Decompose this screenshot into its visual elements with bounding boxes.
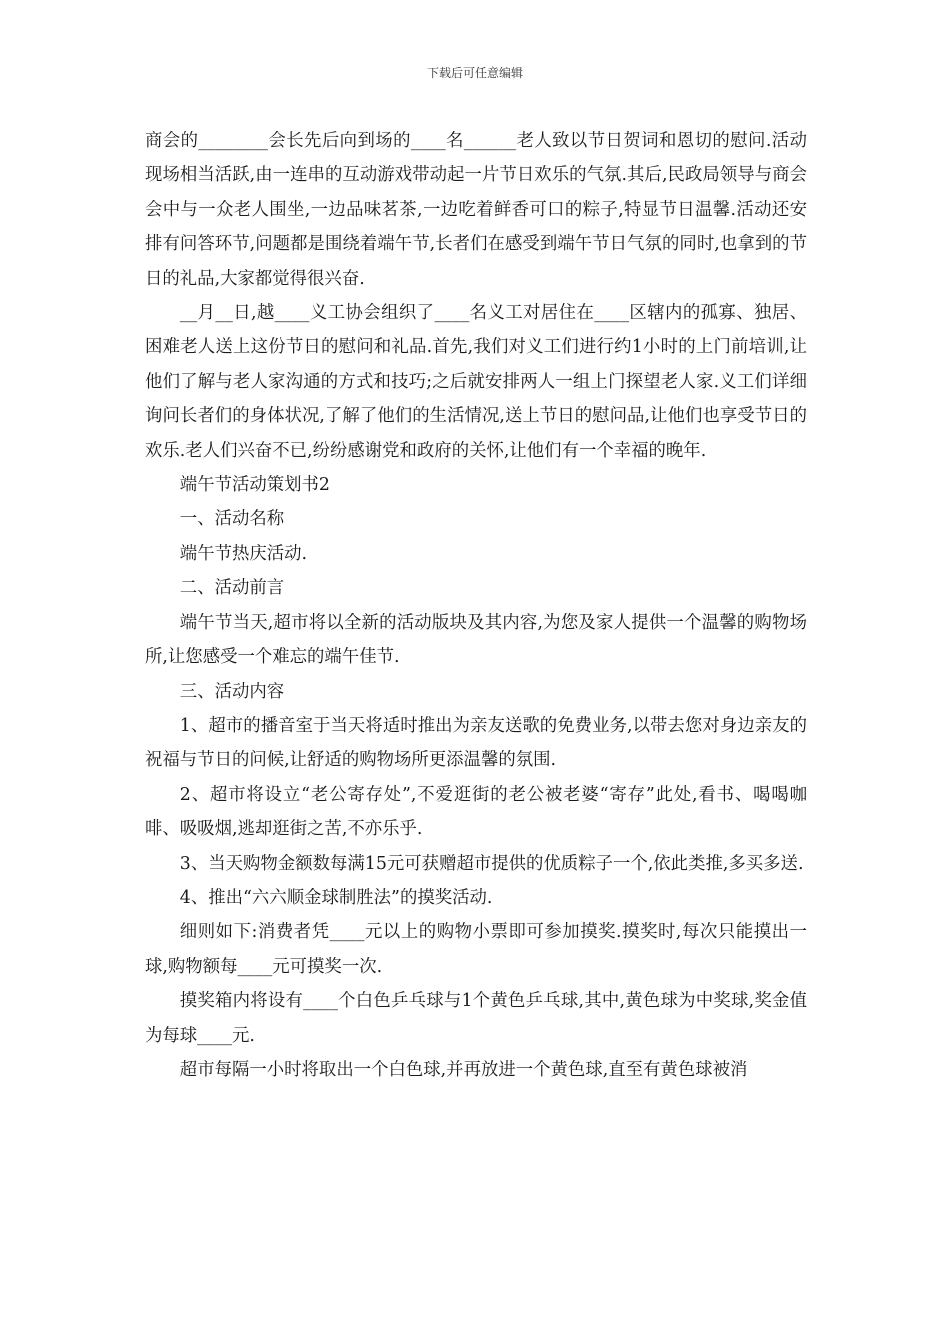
heading: 一、活动名称: [179, 509, 285, 530]
section-title: 端午节活动策划书2: [179, 475, 330, 496]
list-item: 3、当天购物金额数每满15元可获赠超市提供的优质粽子一个,依此类推,多买多送.: [179, 853, 804, 874]
paragraph: 超市每隔一小时将取出一个白色球,并再放进一个黄色球,直至有黄色球被消: [179, 1059, 748, 1080]
heading: 二、活动前言: [179, 578, 285, 599]
list-item: 4、推出“六六顺金球制胜法”的摸奖活动.: [179, 887, 493, 908]
paragraph: 细则如下:消费者凭____元以上的购物小票即可参加摸奖.摸奖时,每次只能摸出一球,购物额每____元可摸奖一次.: [145, 922, 807, 977]
page-header: 下载后可任意编辑: [426, 66, 523, 80]
list-item: 2、超市将设立“老公寄存处”,不爱逛街的老公被老婆“寄存”此处,看书、喝喝咖啡、吸吸烟,逃却逛街之苦,不亦乐乎.: [145, 784, 807, 840]
paragraph: __月__日,越____义工协会组织了____名义工对居住在____区辖内的孤寡、独居、困难老人送上这份节日的慰问和礼品.首先,我们对义工们进行约1小时的上门前培训,让他们了解与老人家沟通的方式和技巧;之后就安排两人一组上门探望老人家.义工们详细询问长者们的身体状况,了解了他们的生活情况,送上节日的慰问品,让他们也享受节日的欢乐.老人们兴奋不已,纷纷感谢党和政府的关怀,让他们有一个幸福的晚年.: [145, 303, 807, 461]
paragraph: 商会的________会长先后向到场的____名______老人致以节日贺词和恩切的慰问.活动现场相当活跃,由一连串的互动游戏带动起一片节日欢乐的气氛.其后,民政局领导与商会会中与一众老人围坐,一边品味茗茶,一边吃着鲜香可口的粽子,特显节日温馨.活动还安排有问答环节,问题都是围绕着端午节,长者们在感受到端午节日气氛的同时,也拿到的节日的礼品,大家都觉得很兴奋.: [145, 131, 807, 289]
paragraph: 摸奖箱内将设有____个白色乒乓球与1个黄色乒乓球,其中,黄色球为中奖球,奖金值为每球____元.: [145, 991, 807, 1046]
paragraph: 端午节当天,超市将以全新的活动版块及其内容,为您及家人提供一个温馨的购物场所,让您感受一个难忘的端午佳节.: [145, 612, 807, 668]
heading: 三、活动内容: [179, 681, 285, 702]
document-body: [145, 124, 807, 1087]
paragraph: 端午节热庆活动.: [179, 543, 308, 564]
list-item: 1、超市的播音室于当天将适时推出为亲友送歌的免费业务,以带去您对身边亲友的祝福与节日的问候,让舒适的购物场所更添温馨的氛围.: [145, 715, 807, 771]
